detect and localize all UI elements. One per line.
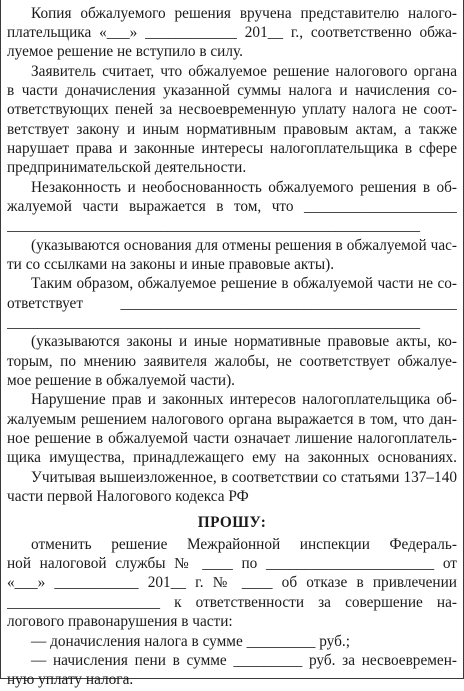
text-line: ной налоговой службы № ____ по ______________________ от: [7, 555, 457, 572]
text-line: отменить решение Межрайонной инспекции Федераль-: [31, 536, 457, 553]
text-line: «___» ___________ 201__ г. № ____ об отказе в привлечении: [7, 574, 457, 591]
text-line: Таким образом, обжалуемое решение в обжалуемой части не со-: [31, 275, 457, 292]
text-line: — доначисления налога в сумме _________ руб.;: [31, 633, 350, 650]
text-line: нарушает права и законные интересы налогоплательщика в сфере: [7, 140, 457, 157]
text-line: Учитывая вышеизложенное, в соответствии со статьями 137–140: [31, 469, 457, 486]
text-line: Нарушение прав и законных интересов налогоплательщика об-: [31, 391, 457, 408]
text-line: ное решение в обжалуемой части означает лишение налогоплатель-: [7, 430, 457, 447]
text-line: ответствующих пеней за несвоевременную уплату налога не соот-: [7, 101, 457, 118]
text-line: ответствует ____________________________________________: [7, 295, 457, 312]
section-heading: ПРОШУ:: [197, 514, 267, 531]
text-line: предпринимательской деятельности.: [7, 159, 247, 176]
text-line: (указываются основания для отмены решения в обжалуемой час-: [31, 237, 457, 254]
text-line: мое решение в обжалуемой части).: [7, 372, 235, 389]
text-line: ти со ссылками на законы и иные правовые акты).: [7, 256, 335, 273]
blank-line: ______________________________________________________: [7, 217, 421, 234]
text-line: логового правонарушения в части:: [7, 613, 233, 630]
text-line: Незаконность и необоснованность обжалуемого решения в об-: [31, 179, 457, 196]
text-line: жалуемой части выражается в том, что ____________________: [7, 198, 457, 215]
text-line: — начисления пени в сумме _________ руб. за несвоевремен-: [31, 652, 457, 669]
text-line: торым, по мнению заявителя жалобы, не соответствует обжалуе-: [7, 353, 457, 370]
text-line: жалуемым решением налогового органа выражается в том, что дан-: [7, 411, 457, 428]
text-line: луемое решение не вступило в силу.: [7, 43, 243, 60]
text-line: (указываются законы и иные нормативные правовые акты, ко-: [31, 333, 457, 350]
text-line: части первой Налогового кодекса РФ: [7, 488, 249, 505]
text-line: в части доначисления указанной суммы налога и начисления со-: [7, 82, 457, 99]
text-line: ____________________ к ответственности за совершение на-: [7, 594, 457, 611]
text-line: ветствует закону и иным нормативным правовым актам, а также: [7, 121, 457, 138]
text-line: ную уплату налога.: [7, 671, 134, 688]
blank-line: ______________________________________________________: [7, 314, 421, 331]
text-line: плательщика «___» ____________ 201__ г., соответственно обжа-: [7, 24, 457, 41]
text-line: Копия обжалуемого решения вручена представителю налого-: [31, 5, 457, 22]
text-line: Заявитель считает, что обжалуемое решение налогового органа: [31, 63, 457, 80]
text-line: щика имущества, принадлежащего ему на законных основаниях.: [7, 449, 457, 466]
